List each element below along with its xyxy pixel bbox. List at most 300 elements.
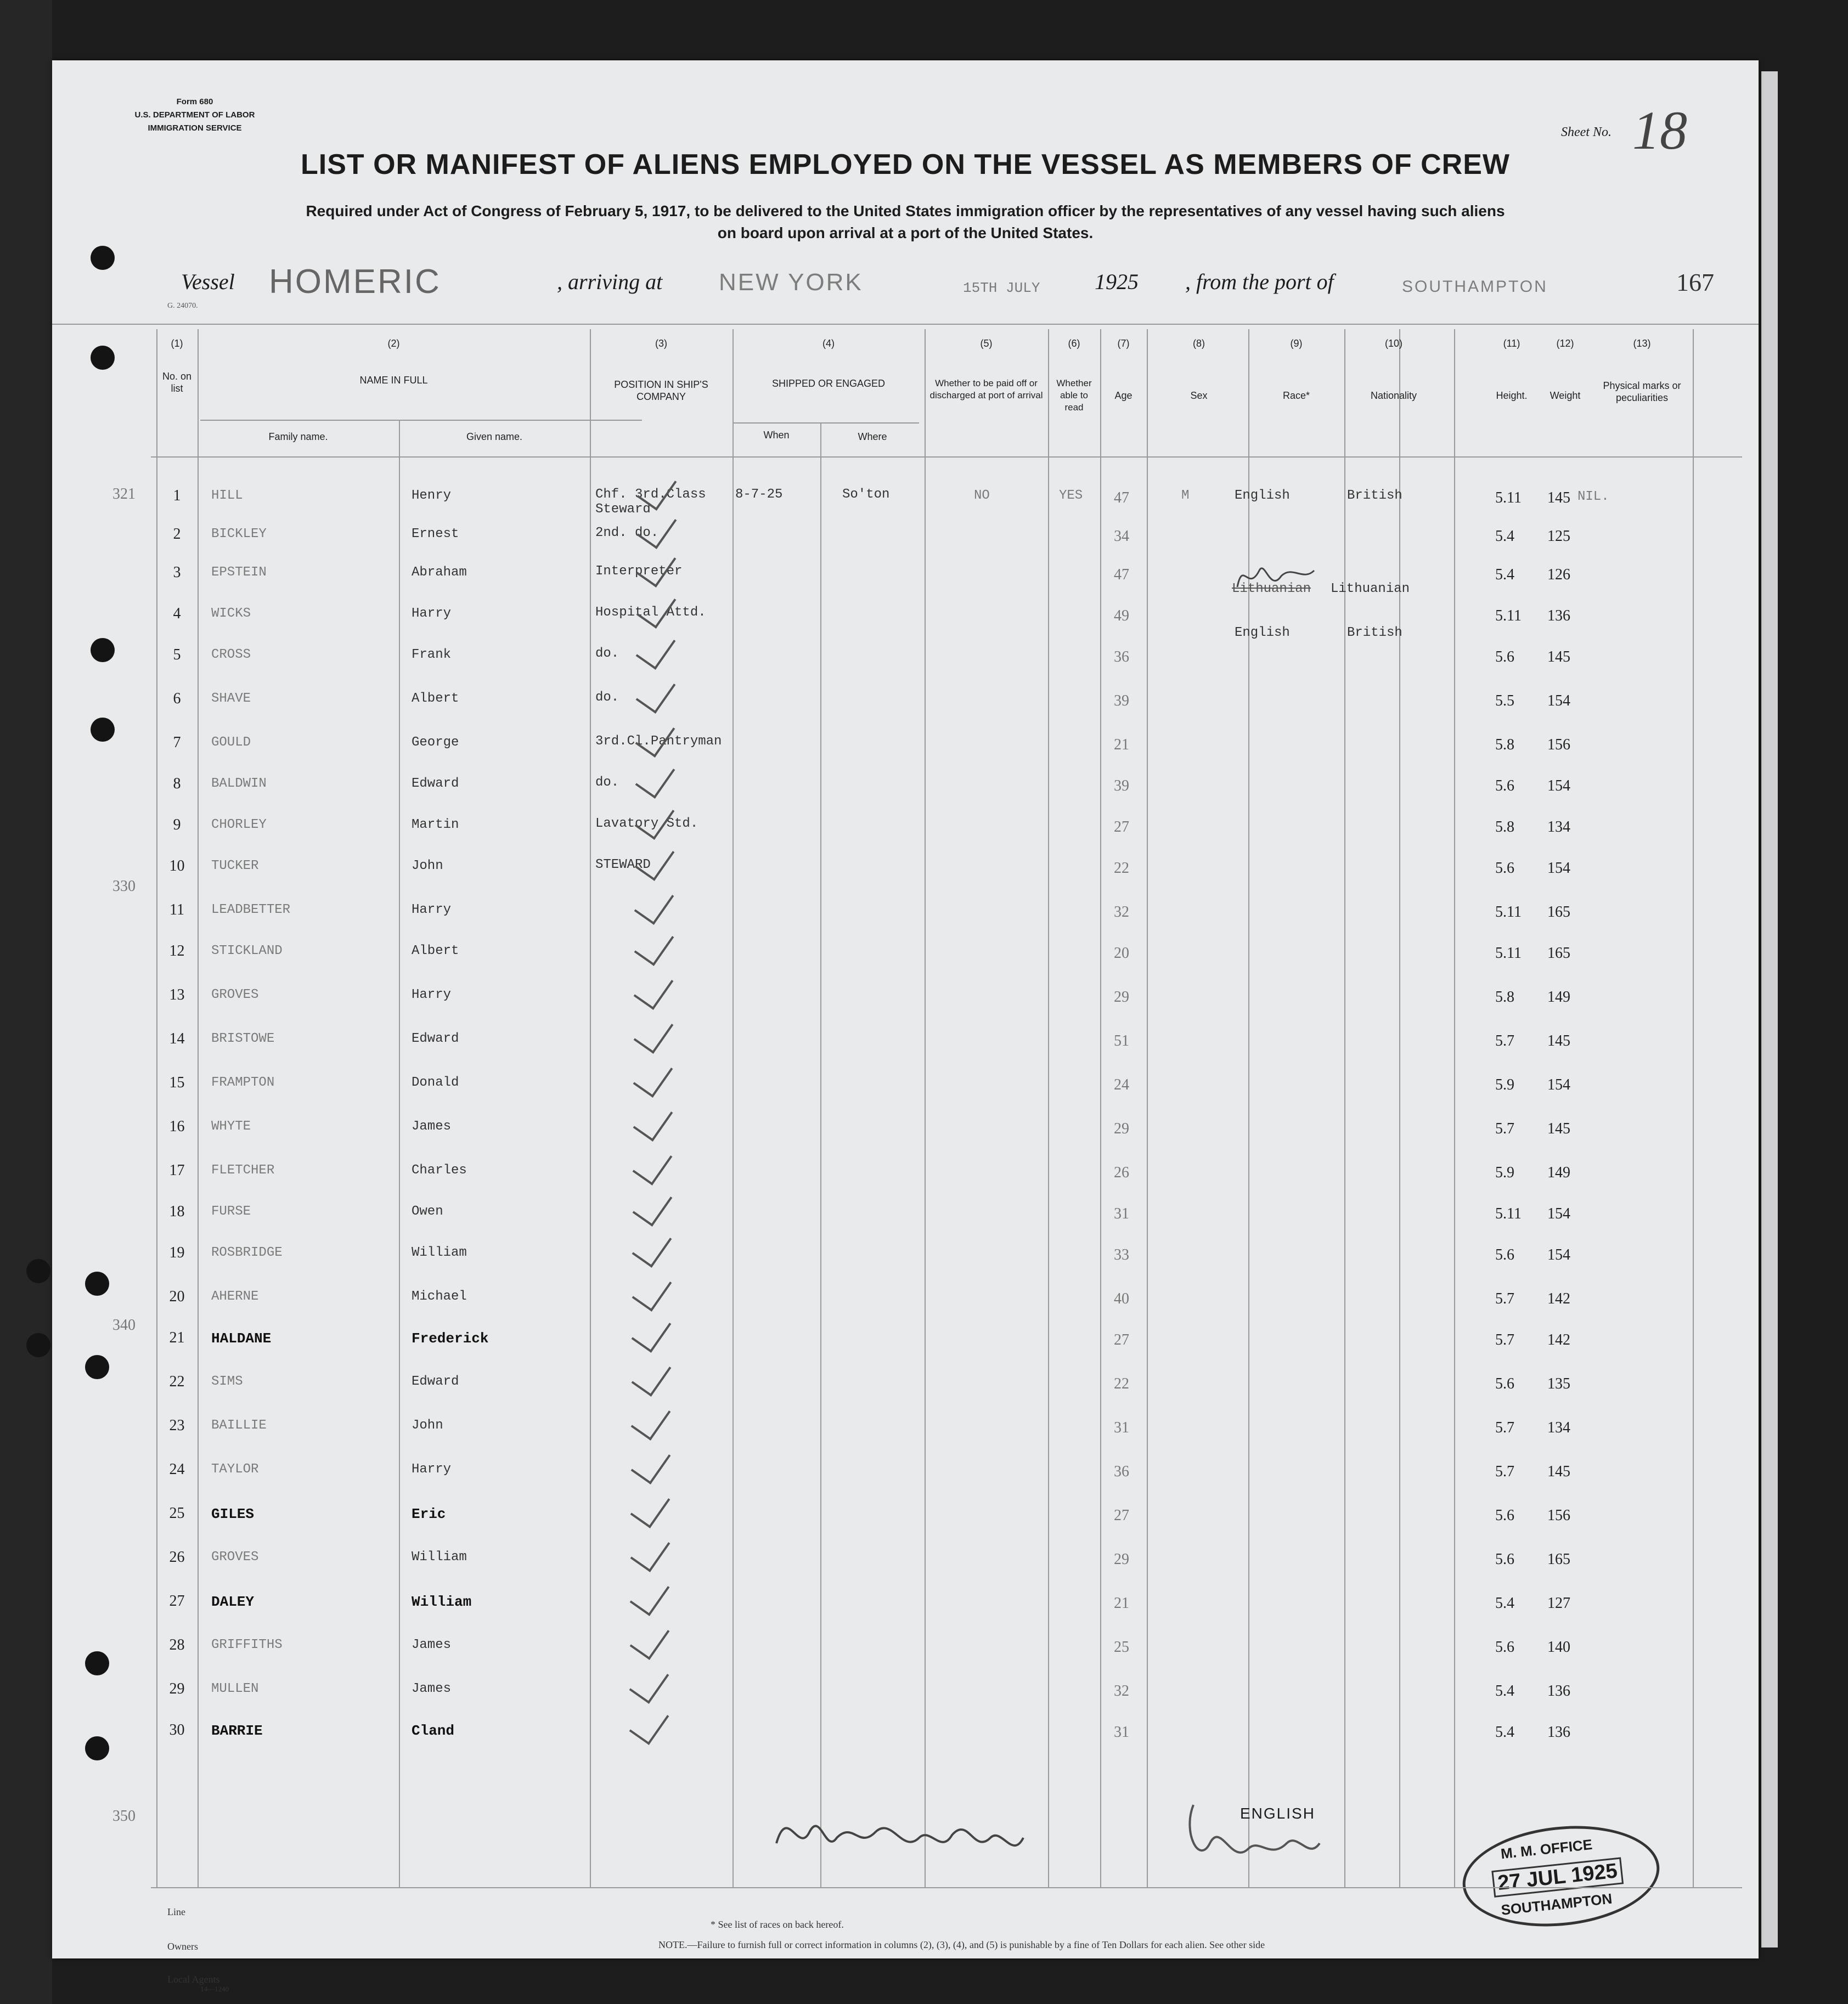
row-number: 27 bbox=[169, 1593, 185, 1610]
check-mark bbox=[632, 1310, 672, 1353]
row-number: 1 bbox=[173, 487, 181, 504]
check-mark bbox=[634, 967, 674, 1010]
weight: 136 bbox=[1547, 1724, 1570, 1741]
check-mark bbox=[634, 882, 674, 925]
family-name: GRIFFITHS bbox=[211, 1638, 283, 1652]
footer-owners-label: Owners bbox=[167, 1941, 198, 1952]
family-name: GOULD bbox=[211, 735, 251, 750]
family-name: WHYTE bbox=[211, 1119, 251, 1134]
row-number: 12 bbox=[169, 942, 185, 959]
row-number: 21 bbox=[169, 1329, 185, 1346]
row-number: 29 bbox=[169, 1680, 185, 1697]
age: 32 bbox=[1114, 1683, 1129, 1700]
given-name: James bbox=[412, 1681, 452, 1696]
vessel-label: Vessel bbox=[181, 269, 235, 294]
row-number: 10 bbox=[169, 857, 185, 874]
height: 5.4 bbox=[1495, 566, 1514, 583]
check-mark bbox=[636, 627, 676, 670]
col2-label: NAME IN FULL bbox=[359, 375, 428, 386]
given-name: Edward bbox=[412, 776, 459, 791]
height: 5.6 bbox=[1495, 777, 1514, 794]
height: 5.6 bbox=[1495, 1507, 1514, 1524]
row1-where: So'ton bbox=[842, 487, 890, 502]
row-number: 7 bbox=[173, 734, 181, 751]
col8-number: (8) bbox=[1193, 338, 1205, 349]
given-name: William bbox=[412, 1594, 472, 1610]
arriving-label: , arriving at bbox=[557, 269, 663, 294]
given-name: John bbox=[412, 859, 443, 873]
manifest-sheet bbox=[52, 60, 1759, 1993]
col4-number: (4) bbox=[822, 338, 835, 349]
given-name: Eric bbox=[412, 1506, 446, 1522]
age: 29 bbox=[1114, 1551, 1129, 1568]
position: do. bbox=[595, 646, 619, 661]
punch-hole bbox=[26, 1333, 50, 1357]
family-name: GROVES bbox=[211, 1550, 259, 1565]
col1-label: No. on list bbox=[162, 371, 192, 394]
family-name: AHERNE bbox=[211, 1289, 259, 1304]
margin-number-350: 350 bbox=[112, 1808, 136, 1825]
col7-label: Age bbox=[1114, 390, 1133, 401]
row-number: 22 bbox=[169, 1373, 185, 1390]
weight: 125 bbox=[1547, 528, 1570, 545]
check-mark bbox=[633, 1011, 673, 1054]
age: 29 bbox=[1114, 1120, 1129, 1137]
age: 39 bbox=[1114, 692, 1129, 709]
punch-hole bbox=[91, 638, 115, 662]
check-mark bbox=[635, 715, 675, 758]
given-name: Harry bbox=[412, 902, 452, 917]
weight: 156 bbox=[1547, 1507, 1570, 1524]
position: Hospital Attd. bbox=[595, 605, 706, 620]
height: 5.4 bbox=[1495, 1724, 1514, 1741]
row-number: 2 bbox=[173, 526, 181, 543]
check-mark bbox=[631, 1354, 671, 1397]
punch-hole bbox=[91, 246, 115, 270]
family-name: FRAMPTON bbox=[211, 1075, 275, 1090]
weight: 135 bbox=[1547, 1375, 1570, 1392]
given-name: Edward bbox=[412, 1031, 459, 1046]
arrival-date: 15TH JULY bbox=[963, 280, 1040, 296]
family-name: GILES bbox=[211, 1506, 255, 1522]
col11-number: (11) bbox=[1503, 338, 1520, 349]
height: 5.6 bbox=[1495, 1375, 1514, 1392]
col10-label: Nationality bbox=[1370, 390, 1417, 401]
check-mark bbox=[634, 923, 674, 966]
family-name: ROSBRIDGE bbox=[211, 1245, 283, 1260]
departure-port: SOUTHAMPTON bbox=[1402, 278, 1548, 296]
height: 5.11 bbox=[1495, 607, 1522, 624]
row1-when: 8-7-25 bbox=[735, 487, 783, 502]
col9-number: (9) bbox=[1290, 338, 1303, 349]
footer-penalty-note: NOTE.—Failure to furnish full or correct information in columns (2), (3), (4), and (5) is punishable by a fine of Ten Dollars for each alien. See other side bbox=[658, 1939, 1265, 1950]
weight: 136 bbox=[1547, 607, 1570, 624]
col3-label: POSITION IN SHIP'S COMPANY bbox=[614, 379, 708, 402]
check-mark bbox=[635, 797, 675, 840]
position: 2nd. do. bbox=[595, 526, 659, 540]
check-mark bbox=[635, 671, 675, 714]
age: 39 bbox=[1114, 777, 1129, 794]
family-name: EPSTEIN bbox=[211, 565, 267, 580]
height: 5.9 bbox=[1495, 1164, 1514, 1181]
height: 5.6 bbox=[1495, 1639, 1514, 1656]
given-name: Albert bbox=[412, 691, 459, 706]
check-mark bbox=[633, 1143, 673, 1186]
given-name: Martin bbox=[412, 817, 459, 832]
given-name: Owen bbox=[412, 1204, 443, 1219]
row-number: 17 bbox=[169, 1162, 185, 1179]
col9-label: Race* bbox=[1282, 390, 1310, 401]
col11-label: Height. bbox=[1496, 390, 1528, 401]
family-name: BICKLEY bbox=[211, 527, 267, 541]
row-number: 19 bbox=[169, 1244, 185, 1261]
family-name: FURSE bbox=[211, 1204, 251, 1219]
height: 5.4 bbox=[1495, 528, 1514, 545]
height: 5.6 bbox=[1495, 1551, 1514, 1568]
right-page-edge bbox=[1761, 71, 1778, 1947]
check-mark bbox=[630, 1442, 671, 1484]
row-number: 14 bbox=[169, 1030, 185, 1047]
row1-race: English bbox=[1235, 488, 1290, 503]
check-mark bbox=[630, 1486, 671, 1528]
col13-label: Physical marks or peculiarities bbox=[1603, 380, 1681, 403]
family-name: BALDWIN bbox=[211, 776, 267, 791]
given-name: Harry bbox=[412, 987, 452, 1002]
row3-nationality: Lithuanian bbox=[1331, 582, 1410, 596]
row-number: 26 bbox=[169, 1549, 185, 1566]
weight: 154 bbox=[1547, 1076, 1570, 1093]
family-name: STICKLAND bbox=[211, 944, 283, 958]
footer-rule bbox=[151, 1887, 1742, 1888]
weight: 134 bbox=[1547, 1419, 1570, 1436]
row-number: 20 bbox=[169, 1288, 185, 1305]
given-name: Ernest bbox=[412, 527, 459, 541]
weight: 127 bbox=[1547, 1595, 1570, 1612]
given-name: Albert bbox=[412, 944, 459, 958]
weight: 154 bbox=[1547, 692, 1570, 709]
check-mark bbox=[629, 1617, 669, 1660]
check-mark bbox=[634, 838, 674, 881]
row4-race: English bbox=[1235, 625, 1290, 640]
height: 5.7 bbox=[1495, 1032, 1514, 1049]
col4-label: SHIPPED OR ENGAGED bbox=[771, 378, 886, 389]
height: 5.11 bbox=[1495, 1205, 1522, 1222]
given-name: Henry bbox=[412, 488, 452, 503]
check-mark bbox=[629, 1702, 669, 1745]
height: 5.9 bbox=[1495, 1076, 1514, 1093]
height: 5.6 bbox=[1495, 860, 1514, 877]
given-name: Abraham bbox=[412, 565, 467, 580]
age: 33 bbox=[1114, 1246, 1129, 1263]
weight: 134 bbox=[1547, 818, 1570, 836]
stamp-date: 27 JUL 1925 bbox=[1491, 1857, 1624, 1898]
height: 5.6 bbox=[1495, 1246, 1514, 1263]
given-name: Michael bbox=[412, 1289, 467, 1304]
age: 22 bbox=[1114, 860, 1129, 877]
punch-hole bbox=[91, 718, 115, 742]
margin-number-330: 330 bbox=[112, 878, 136, 895]
footer-line-label: Line bbox=[167, 1906, 185, 1917]
age: 40 bbox=[1114, 1290, 1129, 1307]
sheet-number-value: 18 bbox=[1632, 100, 1687, 161]
row-number: 13 bbox=[169, 986, 185, 1003]
height: 5.7 bbox=[1495, 1419, 1514, 1436]
age: 20 bbox=[1114, 945, 1129, 962]
age: 27 bbox=[1114, 1507, 1129, 1524]
row-number: 15 bbox=[169, 1074, 185, 1091]
given-name: William bbox=[412, 1550, 467, 1565]
handwritten-signatures bbox=[765, 1772, 1369, 1882]
punch-hole bbox=[91, 346, 115, 370]
age: 29 bbox=[1114, 989, 1129, 1006]
col2-given-label: Given name. bbox=[466, 431, 523, 442]
given-name: Donald bbox=[412, 1075, 459, 1090]
height: 5.4 bbox=[1495, 1683, 1514, 1700]
height: 5.8 bbox=[1495, 818, 1514, 836]
subtitle-line-1: Required under Act of Congress of February 5, 1917, to be delivered to the United States immigration officer by the representatives of any vessel having such aliens bbox=[306, 202, 1505, 219]
age: 31 bbox=[1114, 1419, 1129, 1436]
age: 47 bbox=[1114, 566, 1129, 583]
position: do. bbox=[595, 690, 619, 705]
col6-number: (6) bbox=[1068, 338, 1080, 349]
weight: 154 bbox=[1547, 1246, 1570, 1263]
col7-number: (7) bbox=[1117, 338, 1130, 349]
check-mark bbox=[635, 756, 675, 799]
punch-hole bbox=[85, 1272, 109, 1296]
footer-agents-label: Local Agents bbox=[167, 1974, 220, 1985]
weight: 142 bbox=[1547, 1331, 1570, 1348]
check-mark bbox=[632, 1269, 672, 1312]
age: 47 bbox=[1114, 489, 1129, 506]
family-name: CROSS bbox=[211, 647, 251, 662]
family-name: BARRIE bbox=[211, 1723, 263, 1739]
col2-family-label: Family name. bbox=[268, 431, 328, 442]
from-label: , from the port of bbox=[1185, 269, 1334, 294]
age: 36 bbox=[1114, 1463, 1129, 1480]
height: 5.11 bbox=[1495, 904, 1522, 921]
age: 22 bbox=[1114, 1375, 1129, 1392]
given-name: Frank bbox=[412, 647, 452, 662]
height: 5.5 bbox=[1495, 692, 1514, 709]
col4-when-label: When bbox=[763, 430, 790, 441]
col1-number: (1) bbox=[171, 338, 183, 349]
col6-label: Whether able to read bbox=[1056, 378, 1092, 413]
given-name: George bbox=[412, 735, 459, 750]
col10-number: (10) bbox=[1384, 338, 1402, 349]
footer-races-note: * See list of races on back hereof. bbox=[711, 1919, 844, 1930]
family-name: SIMS bbox=[211, 1374, 243, 1389]
family-name: BAILLIE bbox=[211, 1418, 267, 1433]
form-code: G. 24070. bbox=[167, 302, 198, 310]
family-name: TAYLOR bbox=[211, 1462, 259, 1477]
punch-hole bbox=[85, 1736, 109, 1760]
check-mark bbox=[632, 1225, 672, 1268]
weight: 149 bbox=[1547, 1164, 1570, 1181]
position: Chf. 3rd.Class Steward bbox=[595, 487, 706, 517]
col12-number: (12) bbox=[1556, 338, 1574, 349]
weight: 145 bbox=[1547, 648, 1570, 665]
weight: 154 bbox=[1547, 1205, 1570, 1222]
family-name: WICKS bbox=[211, 606, 251, 621]
weight: 165 bbox=[1547, 1551, 1570, 1568]
given-name: James bbox=[412, 1638, 452, 1652]
punch-hole bbox=[85, 1651, 109, 1675]
height: 5.7 bbox=[1495, 1463, 1514, 1480]
form-department: U.S. DEPARTMENT OF LABOR bbox=[134, 110, 255, 120]
family-name: GROVES bbox=[211, 987, 259, 1002]
family-name: TUCKER bbox=[211, 859, 259, 873]
row1-sex: M bbox=[1181, 488, 1190, 503]
col5-number: (5) bbox=[980, 338, 993, 349]
position: Lavatory Std. bbox=[595, 816, 698, 831]
weight: 145 bbox=[1547, 1032, 1570, 1049]
family-name: LEADBETTER bbox=[211, 902, 291, 917]
row-number: 25 bbox=[169, 1505, 185, 1522]
family-name: FLETCHER bbox=[211, 1163, 275, 1178]
row1-read: YES bbox=[1059, 488, 1083, 503]
check-mark bbox=[636, 545, 677, 588]
stamp-top-text: M. M. OFFICE bbox=[1500, 1836, 1593, 1862]
stamp-bottom-text: SOUTHAMPTON bbox=[1500, 1890, 1613, 1918]
age: 34 bbox=[1114, 528, 1129, 545]
row1-nationality: British bbox=[1347, 488, 1402, 503]
height: 5.7 bbox=[1495, 1290, 1514, 1307]
check-mark bbox=[629, 1661, 669, 1704]
given-name: John bbox=[412, 1418, 443, 1433]
age: 32 bbox=[1114, 904, 1129, 921]
subtitle-line-2: on board upon arrival at a port of the United States. bbox=[717, 224, 1094, 241]
given-name: Edward bbox=[412, 1374, 459, 1389]
vessel-count: 167 bbox=[1676, 268, 1714, 296]
given-name: Frederick bbox=[412, 1330, 489, 1347]
weight: 154 bbox=[1547, 777, 1570, 794]
arrival-year: 1925 bbox=[1095, 269, 1139, 294]
row-number: 8 bbox=[173, 775, 181, 792]
row-number: 28 bbox=[169, 1636, 185, 1653]
row-number: 16 bbox=[169, 1118, 185, 1135]
row1-paid-off: NO bbox=[974, 488, 990, 503]
height: 5.4 bbox=[1495, 1595, 1514, 1612]
given-name: William bbox=[412, 1245, 467, 1260]
weight: 154 bbox=[1547, 860, 1570, 877]
age: 21 bbox=[1114, 1595, 1129, 1612]
age: 31 bbox=[1114, 1205, 1129, 1222]
weight: 145 bbox=[1547, 489, 1570, 506]
punch-hole bbox=[85, 1355, 109, 1379]
given-name: James bbox=[412, 1119, 452, 1134]
document-title: LIST OR MANIFEST OF ALIENS EMPLOYED ON THE VESSEL AS MEMBERS OF CREW bbox=[301, 149, 1510, 180]
handwritten-initial-row3 bbox=[1232, 549, 1320, 598]
row-number: 18 bbox=[169, 1203, 185, 1220]
row-number: 24 bbox=[169, 1461, 185, 1478]
weight: 140 bbox=[1547, 1639, 1570, 1656]
weight: 165 bbox=[1547, 945, 1570, 962]
row30-race: ENGLISH bbox=[1240, 1805, 1315, 1822]
row-number: 11 bbox=[170, 901, 184, 918]
height: 5.7 bbox=[1495, 1120, 1514, 1137]
form-service: IMMIGRATION SERVICE bbox=[148, 123, 242, 133]
age: 31 bbox=[1114, 1724, 1129, 1741]
col13-number: (13) bbox=[1633, 338, 1651, 349]
position: STEWARD bbox=[595, 857, 651, 872]
height: 5.11 bbox=[1495, 945, 1522, 962]
row3-race: Lithuanian bbox=[1232, 582, 1311, 596]
margin-number-321: 321 bbox=[112, 486, 136, 503]
row-number: 3 bbox=[173, 564, 181, 581]
row-number: 9 bbox=[173, 816, 181, 833]
family-name: CHORLEY bbox=[211, 817, 267, 832]
weight: 165 bbox=[1547, 904, 1570, 921]
col5-label: Whether to be paid off or discharged at port of arrival bbox=[929, 378, 1043, 400]
col3-number: (3) bbox=[655, 338, 667, 349]
height: 5.7 bbox=[1495, 1331, 1514, 1348]
age: 26 bbox=[1114, 1164, 1129, 1181]
age: 24 bbox=[1114, 1076, 1129, 1093]
given-name: Cland bbox=[412, 1723, 455, 1739]
row-number: 23 bbox=[169, 1417, 185, 1434]
age: 27 bbox=[1114, 1331, 1129, 1348]
form-number: Form 680 bbox=[176, 97, 213, 106]
crew-rows bbox=[52, 60, 1759, 1958]
age: 21 bbox=[1114, 736, 1129, 753]
weight: 142 bbox=[1547, 1290, 1570, 1307]
height: 5.8 bbox=[1495, 989, 1514, 1006]
family-name: DALEY bbox=[211, 1594, 255, 1610]
row-number: 5 bbox=[173, 646, 181, 663]
given-name: Harry bbox=[412, 606, 452, 621]
weight: 145 bbox=[1547, 1120, 1570, 1137]
age: 51 bbox=[1114, 1032, 1129, 1049]
row1-marks: NIL. bbox=[1577, 489, 1609, 504]
age: 27 bbox=[1114, 818, 1129, 836]
height: 5.11 bbox=[1495, 489, 1522, 506]
family-name: SHAVE bbox=[211, 691, 251, 706]
age: 36 bbox=[1114, 648, 1129, 665]
col4-where-label: Where bbox=[858, 431, 887, 442]
family-name: MULLEN bbox=[211, 1681, 259, 1696]
check-mark bbox=[633, 1099, 673, 1142]
col12-label: Weight bbox=[1550, 390, 1581, 401]
position: Interpreter bbox=[595, 564, 683, 579]
check-mark bbox=[632, 1184, 672, 1227]
left-binding-edge bbox=[0, 0, 52, 2004]
family-name: HALDANE bbox=[211, 1330, 272, 1347]
weight: 145 bbox=[1547, 1463, 1570, 1480]
weight: 126 bbox=[1547, 566, 1570, 583]
age: 49 bbox=[1114, 607, 1129, 624]
row-number: 4 bbox=[173, 605, 181, 622]
footer-agents-code: 14—1240 bbox=[200, 1985, 229, 1993]
vessel-name: HOMERIC bbox=[269, 263, 441, 301]
punch-hole bbox=[26, 1259, 50, 1283]
check-mark bbox=[636, 586, 676, 629]
position: do. bbox=[595, 775, 619, 790]
weight: 136 bbox=[1547, 1683, 1570, 1700]
check-mark bbox=[630, 1573, 670, 1616]
sheet-number-label: Sheet No. bbox=[1561, 125, 1612, 139]
family-name: BRISTOWE bbox=[211, 1031, 275, 1046]
weight: 156 bbox=[1547, 736, 1570, 753]
position: 3rd.Cl.Pantryman bbox=[595, 734, 722, 749]
margin-number-340: 340 bbox=[112, 1317, 136, 1334]
weight: 149 bbox=[1547, 989, 1570, 1006]
arriving-port: NEW YORK bbox=[719, 269, 863, 296]
given-name: Charles bbox=[412, 1163, 467, 1178]
height: 5.6 bbox=[1495, 648, 1514, 665]
family-name: HILL bbox=[211, 488, 243, 503]
check-mark bbox=[631, 1398, 671, 1441]
age: 25 bbox=[1114, 1639, 1129, 1656]
